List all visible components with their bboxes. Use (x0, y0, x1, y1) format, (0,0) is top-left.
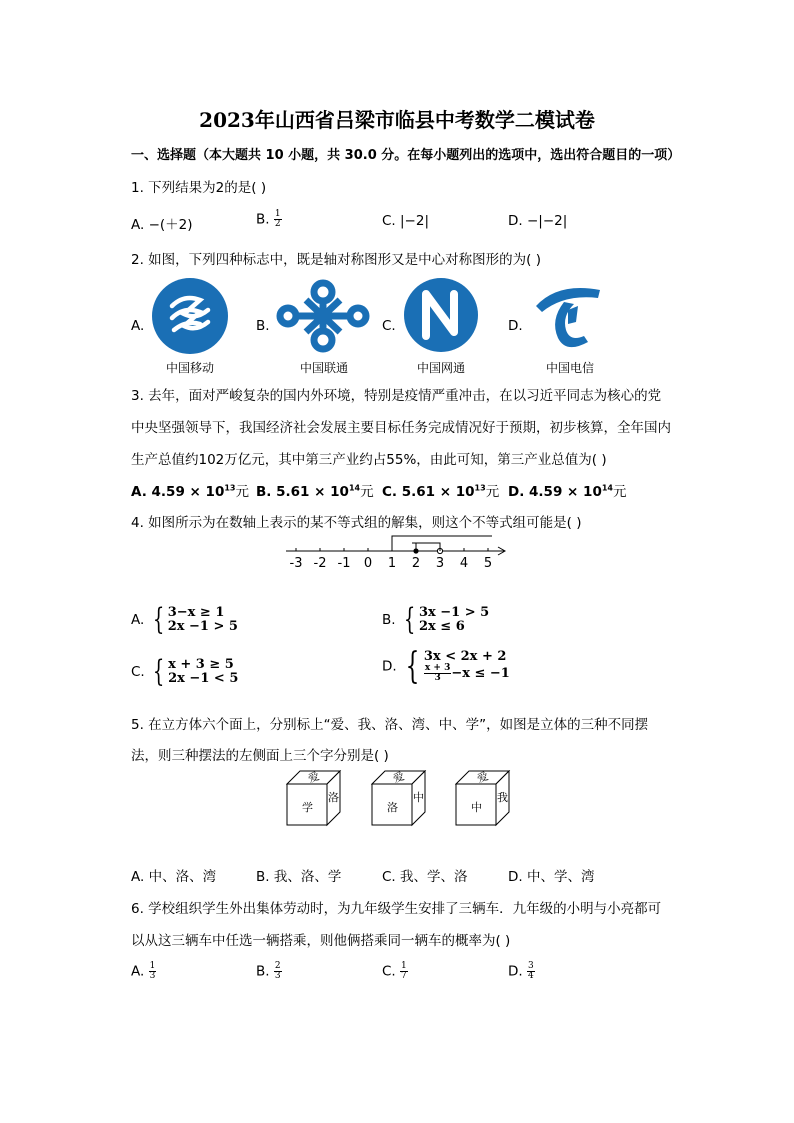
number-line-label: -3 (289, 556, 303, 571)
q2-option-a: A. (131, 318, 145, 334)
cube-side-face: 我 (497, 791, 508, 804)
q6-option-c: C. $\frac{1}{7}$ (382, 961, 407, 981)
brace-icon: { (152, 602, 164, 637)
q4-option-b: B. { 3x −1 > 5 2x ≤ 6 (382, 602, 490, 637)
fraction: $\frac{3}{4}$ (527, 961, 534, 981)
q1-stem: 1. 下列结果为2的是( ) (131, 180, 267, 196)
q1-option-a: A. −(＋2) (131, 217, 193, 233)
q4-stem: 4. 如图所示为在数轴上表示的某不等式组的解集，则这个不等式组可能是( ) (131, 515, 582, 531)
q3-line: 3. 去年，面对严峻复杂的国内外环境，特别是疫情严重冲击，在以习近平同志为核心的党 (131, 388, 662, 404)
logo-caption: 中国联通 (299, 361, 348, 375)
q4-option-d: D. { 3x < 2x + 2 $\frac{x + 3}{3}$ −x ≤ −1 (382, 645, 510, 687)
cube-top-face: 爱 (306, 769, 322, 786)
q6-line: 6. 学校组织学生外出集体劳动时，为九年级学生安排了三辆车．九年级的小明与小亮都可 (131, 901, 662, 917)
q5-option-a: A. 中、洛、湾 (131, 869, 217, 885)
number-line-diagram (282, 532, 512, 572)
logo-caption: 中国移动 (165, 361, 214, 375)
brace-icon: { (405, 645, 420, 687)
cube-front-face: 洛 (387, 801, 398, 814)
section-heading: 一、选择题（本大题共 10 小题，共 30.0 分。在每小题列出的选项中，选出符合题目的一项） (131, 148, 681, 163)
q3-option-b: B. $5.61 \times 10^{14}$元 (256, 483, 374, 500)
q3-option-c: C. $5.61 \times 10^{13}$元 (382, 483, 500, 500)
china-mobile-logo-icon (150, 276, 230, 356)
number-line-label: 4 (459, 556, 469, 571)
fraction: $\frac{1}{2}$ (274, 209, 281, 229)
cube-front-face: 学 (302, 801, 313, 814)
number-line-label: -1 (337, 556, 351, 571)
china-telecom-logo-icon (528, 276, 608, 356)
q2-option-c: C. (382, 318, 396, 334)
number-line-label: 2 (411, 556, 421, 571)
number-line-label: 1 (387, 556, 397, 571)
cube-front-face: 中 (471, 801, 482, 814)
q5-option-d: D. 中、学、湾 (508, 869, 595, 885)
q5-line: 5. 在立方体六个面上，分别标上“爱、我、洛、湾、中、学”，如图是立体的三种不同摆 (131, 717, 649, 733)
q1-option-b (256, 210, 282, 229)
q6-option-a: A. $\frac{1}{3}$ (131, 961, 156, 981)
fraction: $\frac{1}{7}$ (401, 961, 407, 981)
q6-option-b: B. $\frac{2}{3}$ (256, 961, 281, 981)
q2-stem: 2. 如图，下列四种标志中，既是轴对称图形又是中心对称图形的为( ) (131, 252, 541, 268)
q4-option-c: C. { x + 3 ≥ 5 2x −1 < 5 (131, 654, 239, 689)
q2-option-b: B. (256, 318, 270, 334)
china-netcom-logo-icon (402, 276, 480, 354)
q2-option-d: D. (508, 318, 523, 334)
q3-option-a: A. $4.59 \times 10^{13}$元 (131, 483, 249, 500)
q6-option-d: D. $\frac{3}{4}$ (508, 961, 534, 981)
q1-option-d: D. −|−2| (508, 213, 568, 229)
number-line-label: 0 (363, 556, 373, 571)
number-line-label: 3 (435, 556, 445, 571)
q3-option-d: D. $4.59 \times 10^{14}$元 (508, 483, 627, 500)
brace-icon: { (403, 602, 416, 637)
q5-option-c: C. 我、学、洛 (382, 869, 468, 885)
cube-side-face: 洛 (328, 791, 339, 804)
q5-line: 法，则三种摆法的左侧面上三个字分别是( ) (131, 748, 389, 764)
q3-line: 生产总值约102万亿元，其中第三产业约占55%，由此可知，第三产业总值为( ) (131, 452, 607, 468)
q4-option-a: A. { 3−x ≥ 1 2x −1 > 5 (131, 602, 238, 637)
filled-dot (413, 548, 418, 553)
fraction: $\frac{1}{3}$ (149, 961, 156, 981)
cube-side-face: 中 (413, 791, 424, 804)
number-line-label: 5 (483, 556, 493, 571)
q1-option-c: C. |−2| (382, 213, 430, 229)
fraction: $\frac{2}{3}$ (274, 961, 281, 981)
logo-caption: 中国网通 (416, 361, 465, 375)
fraction: $\frac{x + 3}{3}$ (424, 663, 451, 683)
q5-option-b: B. 我、洛、学 (256, 869, 342, 885)
cube-top-face: 爱 (391, 769, 407, 786)
logo-caption: 中国电信 (545, 361, 594, 375)
brace-icon: { (152, 654, 165, 689)
q6-line: 以从这三辆车中任选一辆搭乘，则他俩搭乘同一辆车的概率为( ) (131, 933, 511, 949)
number-line-label: -2 (313, 556, 327, 571)
cube-top-face: 爱 (475, 769, 491, 786)
china-unicom-logo-icon (276, 278, 370, 354)
page-title: 2023年山西省吕梁市临县中考数学二模试卷 (199, 108, 595, 132)
q3-line: 中央坚强领导下，我国经济社会发展主要目标任务完成情况好于预期，初步核算，全年国内 (131, 420, 671, 436)
q1-option-b-label: B. (256, 211, 270, 228)
